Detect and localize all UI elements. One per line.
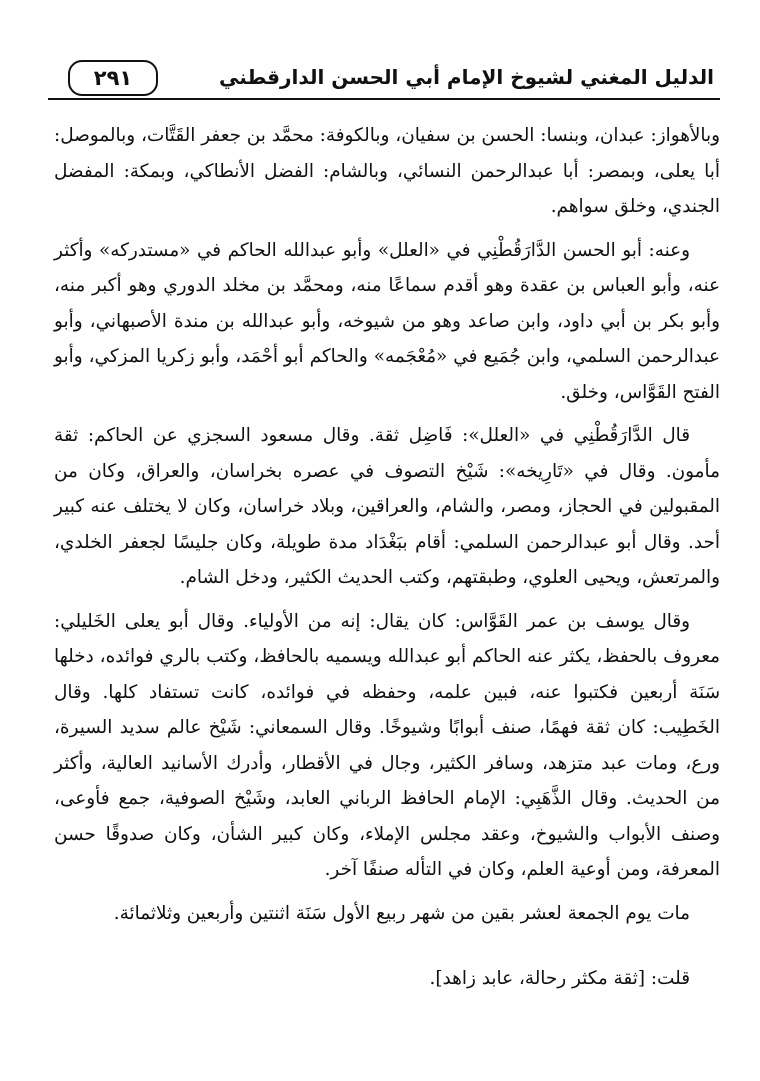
page-number: ٢٩١ [68, 60, 158, 96]
paragraph-students: وعنه: أبو الحسن الدَّارَقُطْنِي في «العلل» وأبو عبدالله الحاكم في «مستدركه» وأكثر عنه، وأبو العباس بن عقدة وهو أقدم سماعًا منه، ومحمَّد بن مخلد الدوري وهو أكبر منه، وأبو بكر بن أبي داود، وابن صاعد وهو من شيوخه، وأبو عبدالله بن مندة الأصبهاني، وأبو عبدالرحمن السلمي، وابن جُمَيع في «مُعْجَمه» والحاكم أبو أحْمَد، وأبو زكريا المزكي، وأبو الفتح القَوَّاس، وخلق. [54, 239, 720, 403]
page-header [48, 58, 720, 104]
running-title: الدليل المغني لشيوخ الإمام أبي الحسن الدارقطني [219, 65, 714, 89]
header-rule [48, 98, 720, 100]
paragraph-death-date: مات يوم الجمعة لعشر بقين من شهر ربيع الأول سَنَة اثنتين وأربعين وثلاثمائة. [113, 902, 690, 924]
body-text [54, 118, 720, 1005]
paragraph-biography: وقال يوسف بن عمر القَوَّاس: كان يقال: إنه من الأولياء. وقال أبو يعلى الخَليلي: معروف بالحفظ، يكثر عنه الحاكم أبو عبدالله ويسميه بالحافظ، وكتب بالري فوائده، دخلها سَنَة أربعين فكتبوا عنه، فبين علمه، وحفظه في فوائده، كانت تستفاد كلها. وقال الخَطِيب: كان ثقة فهمًا، صنف أبوابًا وشيوخًا. وقال السمعاني: شَيْخ عالم سديد السيرة، ورع، ومات عبد متزهد، وسافر الكثير، وجال في الأقطار، وأدرك الأسانيد العالية، وأكثر من الحديث. وقال الذَّهَبِي: الإمام الحافظ الرباني العابد، وشَيْخ الصوفية، جمع فأوعى، وصنف الأبواب والشيوخ، وعقد مجلس الإملاء، وكان كبير الشأن، وكان صدوقًا حسن المعرفة، ومن أوعية العلم، وكان في التأله صنفًا آخر. [54, 610, 720, 880]
paragraph-scholar-assessments: قال الدَّارَقُطْنِي في «العلل»: فَاضِل ثقة. وقال مسعود السجزي عن الحاكم: ثقة مأمون. وقال في «تَارِيخه»: شَيْخ التصوف في عصره بخراسان، والعراق، وكان من المقبولين في الحجاز، ومصر، والشام، والعراقين، وبلاد خراسان، وكان لا يختلف عنه كبير أحد. وقال أبو عبدالرحمن السلمي: أقام ببَغْدَاد مدة طويلة، وكان جليسًا لجعفر الخلدي، والمرتعش، ويحيى العلوي، وطبقتهم، وكتب الحديث الكثير، ودخل الشام. [54, 425, 720, 588]
paragraph-teachers-list: وبالأهواز: عبدان، وبنسا: الحسن بن سفيان، وبالكوفة: محمَّد بن جعفر القَتَّات، وبالموصل: أبا يعلى، وبمصر: أبا عبدالرحمن النسائي، وبالشام: الفضل الأنطاكي، وبمكة: المفضل الجندي، وخلق سواهم. [54, 125, 720, 217]
author-verdict-note: قلت: [ثقة مكثر رحالة، عابد زاهد]. [429, 968, 690, 989]
